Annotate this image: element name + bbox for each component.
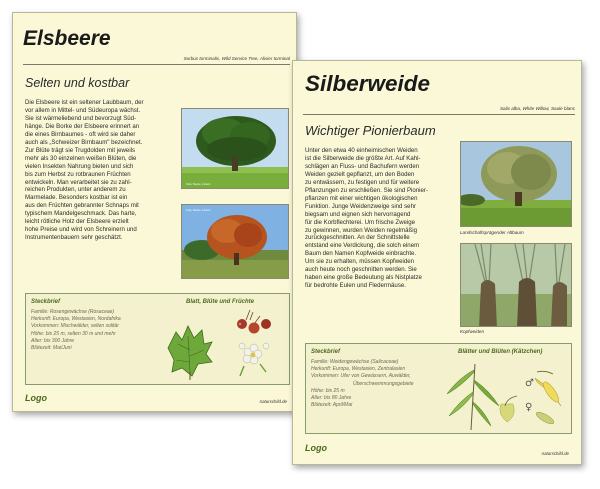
profile-fact: Herkunft: Europa, Westasien, Zentralasien	[311, 366, 406, 373]
profile-facts	[311, 359, 414, 409]
body-line: bis zum Herbst zu rotbraunen Früchten	[25, 170, 131, 178]
body-line: Sie ist wärmeliebend und bevorzugt Süd-	[25, 114, 137, 122]
profile-box	[25, 293, 290, 385]
body-line: aus den Früchten gebrannter Schnaps mit	[25, 202, 139, 210]
sign-elsbeere	[12, 12, 297, 412]
svg-text:♀: ♀	[525, 402, 533, 413]
body-line: pflanzen mit einer wichtigen ökologischen	[305, 194, 418, 202]
profile-fact: Vorkommen: Mischwälder, selten solitär	[31, 323, 119, 330]
body-line: vor allem in Mittel- und Südeuropa wächst.	[25, 106, 141, 114]
tree-summer-image	[182, 109, 289, 189]
catkin-illustration	[441, 358, 569, 432]
profile-fact: Vorkommen: Ufer von Gewässern, Auwälder,	[311, 373, 411, 380]
illustration-heading: Blätter und Blüten (Kätzchen)	[458, 349, 543, 355]
profile-heading: Steckbrief	[311, 349, 341, 355]
body-line: für bedrohte Eulen und Fledermäuse.	[305, 282, 406, 290]
body-line: Pflanzungen zu erschließen. Sie sind Pionier-	[305, 186, 428, 194]
sign-subtitle: Selten und kostbar	[25, 76, 130, 90]
body-line: auch als „Schweizer Birnbaum" bezeichnet.	[25, 138, 143, 146]
body-line: schlägen an Fluss- und Bachufern werden	[305, 162, 420, 170]
sign-subtitle: Wichtiger Pionierbaum	[305, 123, 436, 138]
latin-name: Sorbus torminalis, Wild Service Tree, Alisier torminal	[183, 56, 290, 61]
body-line: reichen Produkten, unter anderem zu	[25, 186, 126, 194]
profile-box	[305, 343, 572, 434]
tree-autumn-image	[182, 205, 289, 279]
photo-credit: Foto: Name, Lizenz	[186, 208, 211, 212]
body-line: auch heute noch geschnitten werden. Sie	[305, 266, 417, 274]
body-line: entstand eine Verdickung, die solch einem	[305, 242, 420, 250]
body-line: Die Elsbeere ist ein seltener Laubbaum, der	[25, 99, 144, 106]
photo-willow-old-tree	[460, 141, 572, 227]
profile-fact: Familie: Weidengewächse (Salicaceae)	[311, 359, 399, 365]
body-line: zu gewinnen, wurden Weiden regelmäßig	[305, 226, 418, 234]
body-line: Zur Blüte trägt sie Trugdolden mit jeweils	[25, 146, 136, 154]
body-line: mehr als 30 einzelnen weißen Blüten, die	[25, 154, 137, 162]
illustration-heading: Blatt, Blüte und Früchte	[186, 299, 254, 305]
photo-tree-autumn	[181, 204, 289, 279]
body-line: Baum den Namen Kopfweide einbrachte.	[305, 250, 417, 258]
latin-name: Salix alba, White Willow, Saule blanc	[499, 106, 575, 111]
photo-caption: Landschaftsprägender Altbaum	[460, 230, 524, 235]
body-line: typischem Mandelgeschmack. Das harte,	[25, 210, 137, 218]
body-line: Marmelade. Besonders kostbar ist ein	[25, 194, 128, 202]
sign-title: Silberweide	[305, 71, 431, 96]
body-line: entwickeln. Man verarbeitet sie zu zahl-	[25, 178, 132, 186]
body-line: Funktion. Junge Weidenzweige sind sehr	[305, 202, 416, 210]
sign-title: Elsbeere	[23, 27, 111, 50]
profile-fact: Höhe: bis 25 m, selten 30 m und mehr	[31, 330, 116, 337]
profile-heading: Steckbrief	[31, 299, 61, 305]
sign-silberweide	[292, 60, 582, 465]
body-line: hänge. Die Borke der Elsbeere erinnert an	[25, 122, 140, 130]
body-line: Instrumentenbauern sehr geschätzt.	[25, 234, 123, 242]
profile-fact: Überschwemmungsgebiete	[353, 380, 414, 387]
logo: Logo	[25, 393, 47, 403]
body-line: zurückgeschnitten. An der Schnittstelle	[305, 234, 410, 242]
pollard-willows-image	[461, 244, 572, 327]
profile-facts	[31, 309, 121, 352]
photo-credit: Foto: Name, Lizenz	[186, 182, 211, 186]
body-line: haben eine große Bedeutung als Nistplatze	[305, 274, 422, 282]
profile-fact: Alter: bis 300 Jahre	[31, 337, 75, 344]
body-text	[305, 147, 465, 290]
body-line: vielen Insekten Nahrung bieten und sich	[25, 162, 134, 170]
body-line: ist die Silberweide die größte Art. Auf Kahl-	[305, 154, 421, 162]
body-line: leicht rötliche Holz der Elsbeere erzielt	[25, 218, 129, 226]
body-line: die eines Birnbaumes - oft wird sie daher	[25, 130, 136, 138]
profile-fact: Höhe: bis 25 m	[311, 387, 345, 394]
site-url: naturschild.de	[541, 451, 569, 456]
svg-text:♂: ♂	[525, 378, 534, 389]
profile-fact: Herkunft: Europa, Westasien, Nordafrika	[31, 316, 121, 323]
profile-fact: Alter: bis 80 Jahre	[311, 395, 352, 402]
logo: Logo	[305, 443, 327, 453]
body-line: zu entwässern, zu festigen und für weitere	[305, 178, 420, 186]
body-line: Unter den etwa 40 einheimischen Weiden	[305, 147, 418, 154]
profile-fact: Blütezeit: April/Mai	[311, 402, 353, 409]
willow-tree-image	[461, 142, 572, 227]
body-line: biegsam und eignen sich hervorragend	[305, 210, 411, 218]
body-text	[25, 99, 185, 242]
leaf-fruit-illustration	[154, 310, 286, 382]
title-rule	[23, 64, 290, 65]
body-line: Weiden gezielt gepflanzt, um den Boden	[305, 170, 415, 178]
photo-pollard-willows	[460, 243, 572, 327]
profile-fact: Familie: Rosengewächse (Rosaceae)	[31, 309, 115, 315]
body-line: Um sie zu erhalten, müssen Kopfweiden	[305, 258, 415, 266]
body-line: für die Korbflechterei. Um frische Zweige	[305, 218, 416, 226]
photo-tree-summer	[181, 108, 289, 189]
title-rule	[303, 114, 575, 115]
body-line: hohe Preise und wird von Schreinern und	[25, 226, 137, 234]
site-url: naturschild.de	[259, 399, 287, 404]
profile-fact: Blütezeit: Mai/Juni	[31, 345, 72, 352]
photo-caption: Kopfweiden	[460, 329, 485, 334]
